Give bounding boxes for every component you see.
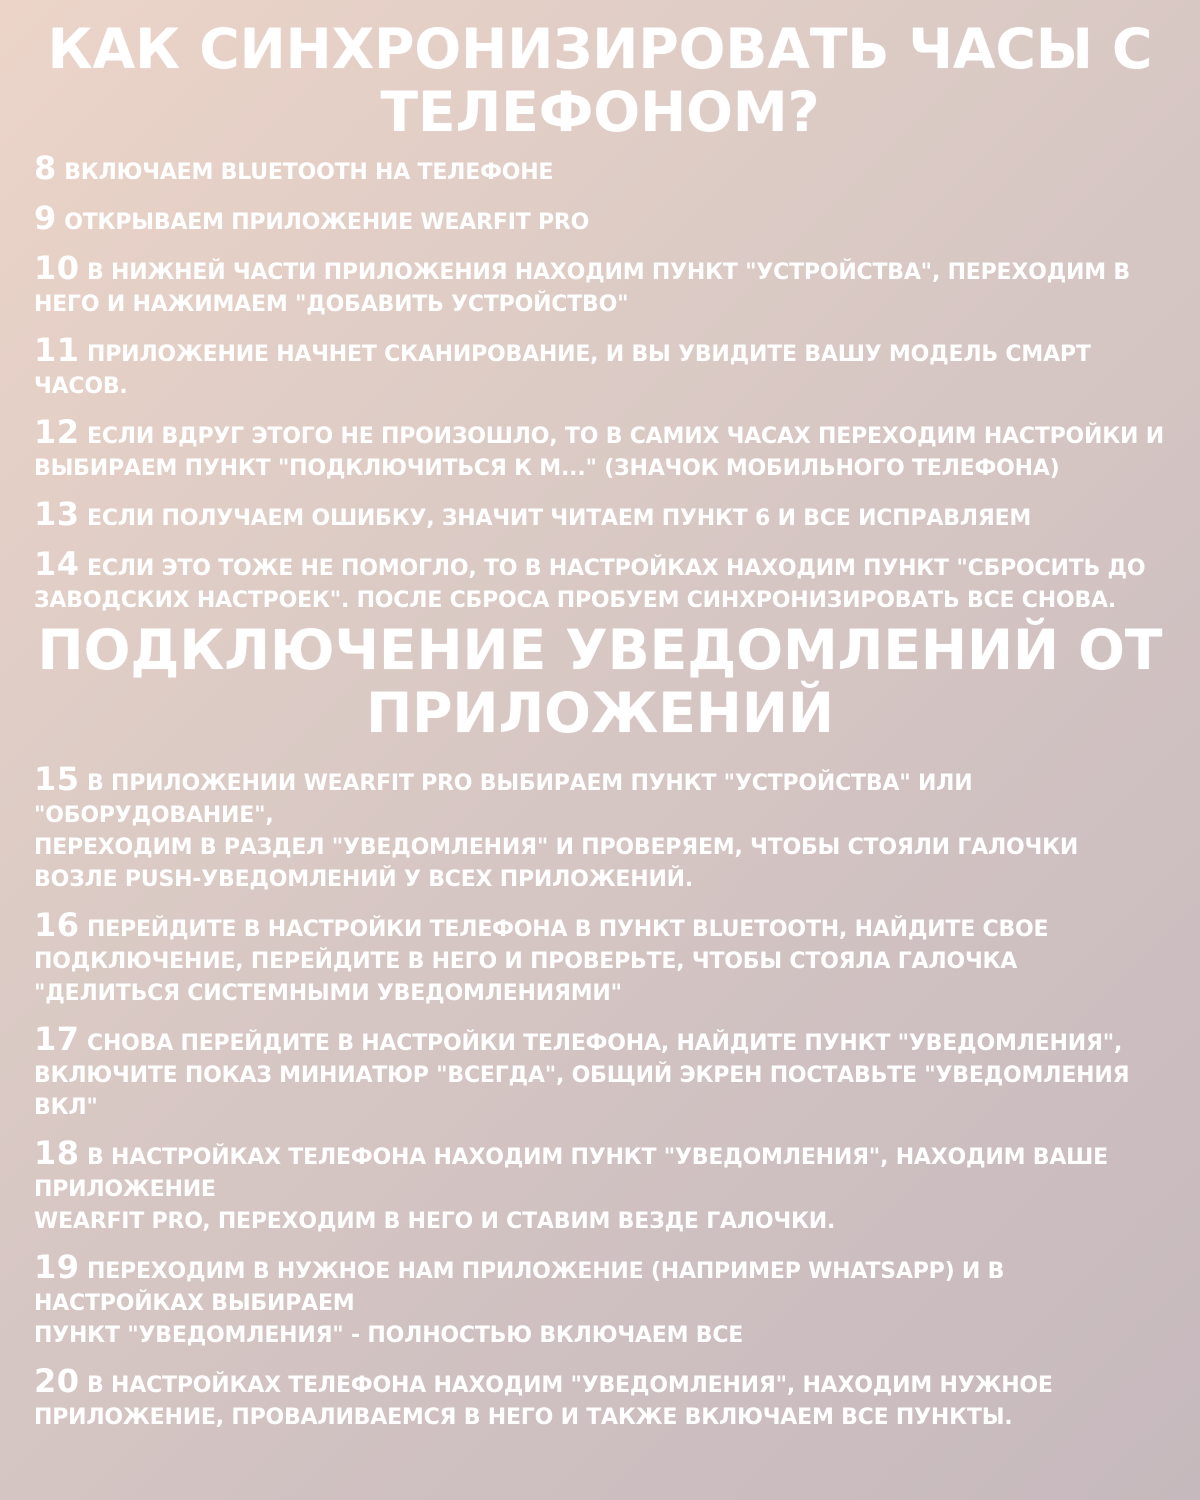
step-text: ОТКРЫВАЕМ ПРИЛОЖЕНИЕ WEARFIT PRO — [64, 210, 590, 235]
step-20 — [34, 1362, 1166, 1434]
step-number: 14 — [34, 545, 80, 583]
step-text-continued: ПЕРЕХОДИМ В РАЗДЕЛ "УВЕДОМЛЕНИЯ" И ПРОВЕРЯЕМ, ЧТОБЫ СТОЯЛИ ГАЛОЧКИ ВОЗЛЕ PUSH-УВЕДОМЛЕНИЙ У ВСЕХ ПРИЛОЖЕНИЙ. — [34, 835, 1079, 892]
step-10 — [34, 249, 1166, 321]
step-text: ВКЛЮЧАЕМ BLUETOOTH НА ТЕЛЕФОНЕ — [64, 160, 554, 185]
step-text: В ПРИЛОЖЕНИИ WEARFIT PRO ВЫБИРАЕМ ПУНКТ "УСТРОЙСТВА" ИЛИ "ОБОРУДОВАНИЕ", — [34, 771, 973, 828]
step-number: 16 — [34, 906, 80, 944]
step-number: 8 — [34, 149, 57, 187]
step-number: 10 — [34, 249, 80, 287]
step-11 — [34, 331, 1166, 403]
step-text: В НАСТРОЙКАХ ТЕЛЕФОНА НАХОДИМ ПУНКТ "УВЕДОМЛЕНИЯ", НАХОДИМ ВАШЕ ПРИЛОЖЕНИЕ — [34, 1145, 1108, 1202]
step-text: ЕСЛИ ПОЛУЧАЕМ ОШИБКУ, ЗНАЧИТ ЧИТАЕМ ПУНКТ 6 И ВСЕ ИСПРАВЛЯЕМ — [87, 506, 1032, 531]
step-number: 15 — [34, 760, 80, 798]
step-13 — [34, 495, 1166, 535]
step-number: 20 — [34, 1362, 80, 1400]
step-16 — [34, 906, 1166, 1010]
step-number: 18 — [34, 1134, 80, 1172]
step-text: В НИЖНЕЙ ЧАСТИ ПРИЛОЖЕНИЯ НАХОДИМ ПУНКТ "УСТРОЙСТВА", ПЕРЕХОДИМ В НЕГО И НАЖИМАЕМ "ДОБАВИТЬ УСТРОЙСТВО" — [34, 260, 1130, 317]
step-14 — [34, 545, 1166, 617]
section-title-sync: КАК СИНХРОНИЗИРОВАТЬ ЧАСЫ С ТЕЛЕФОНОМ? — [47, 17, 1153, 144]
step-text: СНОВА ПЕРЕЙДИТЕ В НАСТРОЙКИ ТЕЛЕФОНА, НАЙДИТЕ ПУНКТ "УВЕДОМЛЕНИЯ", ВКЛЮЧИТЕ ПОКАЗ МИНИАТЮР "ВСЕГДА", ОБЩИЙ ЭКРЕН ПОСТАВЬТЕ "УВЕДОМЛЕНИЯ ВКЛ" — [34, 1031, 1130, 1120]
step-12 — [34, 413, 1166, 485]
step-text: ПЕРЕХОДИМ В НУЖНОЕ НАМ ПРИЛОЖЕНИЕ (НАПРИМЕР WHATSAPP) И В НАСТРОЙКАХ ВЫБИРАЕМ — [34, 1259, 1005, 1316]
step-19 — [34, 1248, 1166, 1352]
step-text: ЕСЛИ ВДРУГ ЭТОГО НЕ ПРОИЗОШЛО, ТО В САМИХ ЧАСАХ ПЕРЕХОДИМ НАСТРОЙКИ И ВЫБИРАЕМ ПУНКТ "ПОДКЛЮЧИТЬСЯ К М..." (ЗНАЧОК МОБИЛЬНОГО ТЕЛЕФОНА) — [34, 424, 1164, 481]
step-17 — [34, 1020, 1166, 1124]
step-number: 13 — [34, 495, 80, 533]
step-text: ПРИЛОЖЕНИЕ НАЧНЕТ СКАНИРОВАНИЕ, И ВЫ УВИДИТЕ ВАШУ МОДЕЛЬ СМАРТ ЧАСОВ. — [34, 342, 1091, 399]
step-text: ЕСЛИ ЭТО ТОЖЕ НЕ ПОМОГЛО, ТО В НАСТРОЙКАХ НАХОДИМ ПУНКТ "СБРОСИТЬ ДО ЗАВОДСКИХ НАСТРОЕК". ПОСЛЕ СБРОСА ПРОБУЕМ СИНХРОНИЗИРОВАТЬ ВСЕ СНОВА. — [34, 556, 1146, 613]
step-number: 19 — [34, 1248, 80, 1286]
step-number: 17 — [34, 1020, 80, 1058]
step-9 — [34, 199, 1166, 239]
step-number: 9 — [34, 199, 57, 237]
step-text-continued: ПУНКТ "УВЕДОМЛЕНИЯ" - ПОЛНОСТЬЮ ВКЛЮЧАЕМ ВСЕ — [34, 1323, 744, 1348]
step-15 — [34, 760, 1166, 896]
step-text: В НАСТРОЙКАХ ТЕЛЕФОНА НАХОДИМ "УВЕДОМЛЕНИЯ", НАХОДИМ НУЖНОЕ ПРИЛОЖЕНИЕ, ПРОВАЛИВАЕМСЯ В НЕГО И ТАКЖЕ ВКЛЮЧАЕМ ВСЕ ПУНКТЫ. — [34, 1373, 1053, 1430]
step-text-continued: WEARFIT PRO, ПЕРЕХОДИМ В НЕГО И СТАВИМ ВЕЗДЕ ГАЛОЧКИ. — [34, 1209, 836, 1234]
step-number: 11 — [34, 331, 80, 369]
step-18 — [34, 1134, 1166, 1238]
section-title-notifications: ПОДКЛЮЧЕНИЕ УВЕДОМЛЕНИЙ ОТ ПРИЛОЖЕНИЙ — [37, 618, 1163, 745]
step-number: 12 — [34, 413, 80, 451]
step-text: ПЕРЕЙДИТЕ В НАСТРОЙКИ ТЕЛЕФОНА В ПУНКТ BLUETOOTH, НАЙДИТЕ СВОЕ ПОДКЛЮЧЕНИЕ, ПЕРЕЙДИТЕ В НЕГО И ПРОВЕРЬТЕ, ЧТОБЫ СТОЯЛА ГАЛОЧКА "ДЕЛИТЬСЯ СИСТЕМНЫМИ УВЕДОМЛЕНИЯМИ" — [34, 917, 1049, 1006]
step-8 — [34, 149, 1166, 189]
